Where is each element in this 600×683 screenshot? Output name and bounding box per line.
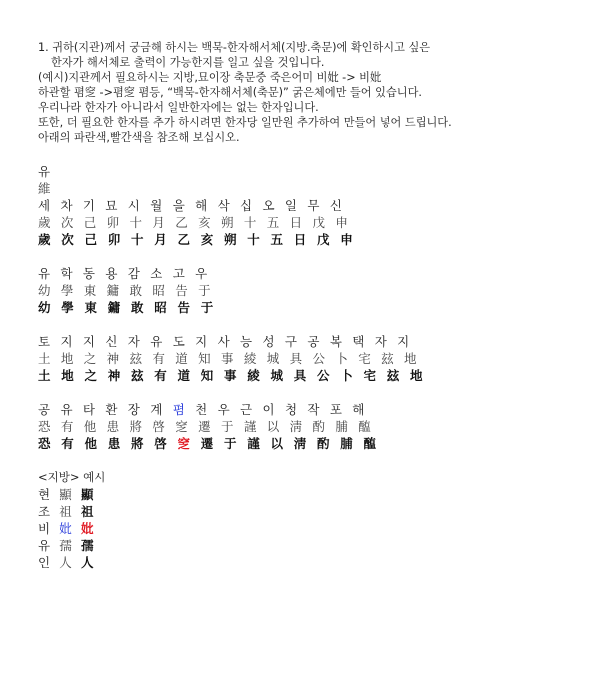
example-bold-hanja: 祖 <box>80 504 97 519</box>
example-hanja: 孺 <box>59 538 75 553</box>
hanja-row: 土 地 之 神 玆 有 道 知 事 綾 城 具 公 卜 宅 玆 地 <box>38 351 420 366</box>
intro-line: 하관할 폄窆 ->폄窆 폄등, “백묵-한자해서체(축문)” 굵은체에만 들어 있습니다. <box>38 86 422 99</box>
example-hangul: 인 <box>38 555 54 570</box>
bold-hanja-row <box>38 435 538 452</box>
example-row <box>38 503 538 520</box>
bold-hanja-row: 歲 次 己 卯 十 月 乙 亥 朔 十 五 日 戊 申 <box>38 232 356 247</box>
example-hanja: 祖 <box>59 504 75 519</box>
example-row <box>38 520 538 537</box>
intro-line: 아래의 파란색,빨간색을 참조해 보십시오. <box>38 131 240 144</box>
example-hanja-blue: 妣 <box>59 521 75 536</box>
hanja-row: 恐 有 他 患 將 啓 窆 遷 于 謹 以 淸 酌 脯 醢 <box>38 419 374 434</box>
example-hangul: 조 <box>38 504 54 519</box>
text-segment: 공 유 타 환 장 계 <box>38 402 173 417</box>
example-bold-hanja: 孺 <box>80 538 97 553</box>
intro-line: 1. 귀하(지관)께서 궁금해 하시는 백묵-한자해서체(지방.축문)에 확인하시고 싶은 <box>38 41 431 54</box>
text-segment: 恐 有 他 患 將 啓 <box>38 436 178 451</box>
intro-paragraph <box>38 40 588 145</box>
highlight-red: 窆 <box>177 436 194 451</box>
example-hanja: 顯 <box>59 487 75 502</box>
example-hangul: 비 <box>38 521 54 536</box>
bold-hanja-row: 幼 學 東 鏞 敢 昭 告 于 <box>38 300 217 315</box>
hangul-row: 유 학 동 용 감 소 고 우 <box>38 266 211 281</box>
example-row <box>38 486 538 503</box>
example-hangul: 현 <box>38 487 54 502</box>
highlight-blue: 폄 <box>172 402 188 417</box>
hangul-row: 유 <box>38 164 54 179</box>
intro-line: 한자가 해서체로 출력이 가능한지를 일고 싶을 것입니다. <box>51 56 325 69</box>
intro-line: (예시)지관께서 필요하시는 지방,묘이장 축문중 죽은어미 비妣 -> 비妣 <box>38 71 382 84</box>
example-row <box>38 554 538 571</box>
hangul-row: 세 차 기 묘 시 월 을 해 삭 십 오 일 무 신 <box>38 198 346 213</box>
text-segment: 천 우 근 이 청 작 포 해 <box>187 402 368 417</box>
text-segment: 遷 于 謹 以 淸 酌 脯 醢 <box>193 436 380 451</box>
hangul-row: 토 지 지 신 자 유 도 지 사 능 성 구 공 복 택 자 지 <box>38 334 413 349</box>
example-hanja: 人 <box>59 555 75 570</box>
example-bold-hanja: 人 <box>80 555 97 570</box>
hanja-row: 維 <box>38 181 54 196</box>
example-bold-hanja-red: 妣 <box>80 521 97 536</box>
bold-hanja-row: 土 地 之 神 玆 有 道 知 事 綾 城 具 公 卜 宅 玆 地 <box>38 368 426 383</box>
hanja-row: 歲 次 己 卯 十 月 乙 亥 朔 十 五 日 戊 申 <box>38 215 352 230</box>
intro-line: 우리나라 한자가 아니라서 일반한자에는 없는 한자입니다. <box>38 101 319 114</box>
example-row <box>38 537 538 554</box>
example-hangul: 유 <box>38 538 54 553</box>
hangul-row <box>38 401 538 418</box>
intro-line: 또한, 더 필요한 한자를 추가 하시려면 한자당 일만원 추가하여 만들어 넣어 드립니다. <box>38 116 452 129</box>
example-bold-hanja: 顯 <box>80 487 97 502</box>
hanja-row: 幼 學 東 鏞 敢 昭 告 于 <box>38 283 214 298</box>
chukmun-text <box>38 163 538 571</box>
example-label: <지방> 예시 <box>38 470 106 484</box>
